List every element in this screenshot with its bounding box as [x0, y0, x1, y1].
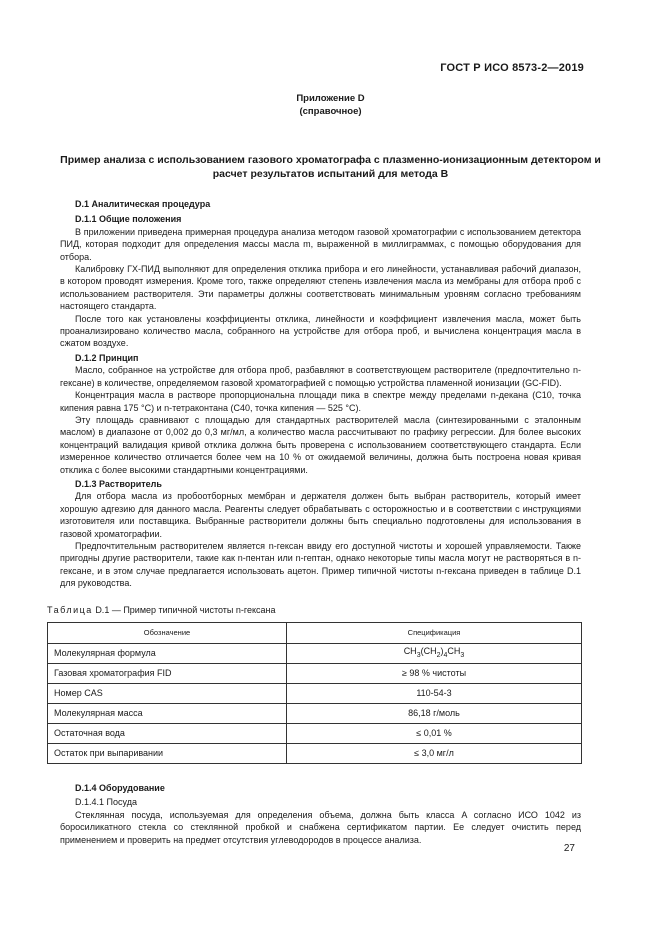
table-cell-value: ≤ 3,0 мг/л: [287, 744, 582, 764]
annex-title: Приложение D: [296, 93, 365, 104]
table-cell-value: ≤ 0,01 %: [287, 724, 582, 744]
paragraph: После того как установлены коэффициенты отклика, линейности и коэффициент извлечения масла, может быть проанализировано количество масла, собранного на устройстве для отбора проб, и вычислена концентрация масла в сжатом воздухе.: [60, 313, 581, 349]
table-cell-name: Молекулярная масса: [48, 704, 287, 724]
table-row: [48, 664, 582, 684]
table-cell-name: Номер CAS: [48, 684, 287, 704]
document-id: ГОСТ Р ИСО 8573-2—2019: [440, 62, 584, 74]
document-body: [47, 198, 581, 846]
section-d11-heading: D.1.1 Общие положения: [75, 214, 182, 225]
table-cell-name: Остаточная вода: [48, 724, 287, 744]
section-d141-heading: D.1.4.1 Посуда: [75, 797, 137, 808]
page-number: 27: [563, 843, 575, 854]
paragraph: Для отбора масла из пробоотборных мембран и держателя должен быть выбран растворитель, который имеет хорошую адгезию для данного масла. Реагенты следует обрабатывать с осторожностью и в соответствии с инструкциями изготовителя или поставщика. Выбранные растворители должны быть специально подготовлены для использования в газовой хроматографии.: [60, 491, 581, 539]
table-cell-value: 110-54-3: [287, 684, 582, 704]
paragraph: Предпочтительным растворителем является n-гексан ввиду его доступной чистоты и хорошей управляемости. Также пригодны другие растворители, такие как n-пентан или n-гептан, однако некоторые типы масла могут не растворяться в n-гексане, и в этом случае предлагается использовать ацетон. Пример типичной чистоты n-гексана приведен в таблице D.1 для руководства.: [60, 540, 581, 589]
table-row: [48, 684, 582, 704]
paragraph: Эту площадь сравнивают с площадью для стандартных растворителей масла (синтезированными с эталонным маслом) в диапазоне от 0,002 до 0,3 мг/мл, а количество масла рассчитывают по графику регрессии. Для более высоких концентраций валидация кривой отклика должна быть проверена с использованием соответствующего стандарта. Если измеренное количество отличается более чем на 10 % от ожидаемой величины, должна быть построена новая кривая отклика с более высокими стандартными концентрациями.: [60, 414, 581, 475]
paragraph: Калибровку ГХ-ПИД выполняют для определения отклика прибора и его линейности, устанавливая рабочий диапазон, в котором проводят измерения. Кроме того, также определяют степень извлечения масла из мембраны для отбора проб с использованием растворителя. Эти параметры должны соответствовать минимальным уровням согласно требованиям настоящего стандарта.: [60, 264, 581, 312]
table-row: [48, 644, 582, 664]
table-header-cell: Спецификация: [287, 623, 582, 644]
table-row: [48, 744, 582, 764]
table-caption: [47, 604, 581, 616]
table-row: [48, 704, 582, 724]
section-d14-heading: D.1.4 Оборудование: [75, 783, 165, 793]
paragraph: В приложении приведена примерная процедура анализа методом газовой хроматографии с использованием детектора ПИД, которая подходит для определения массы масла m, выраженной в миллиграммах, с помощью оборудования для отбора.: [60, 226, 581, 262]
table-cell-value: ≥ 98 % чистоты: [287, 664, 582, 684]
annex-main-title: Пример анализа с использованием газового хроматографа с плазменно-ионизационным детектором и расчет результатов испытаний для метода B: [60, 154, 601, 180]
table-cell-name: Молекулярная формула: [48, 644, 287, 664]
purity-table: [47, 622, 582, 764]
section-d12-heading: D.1.2 Принцип: [75, 352, 139, 363]
paragraph: Масло, собранное на устройстве для отбора проб, разбавляют в соответствующем растворителе (предпочтительно n-гексане) в количестве, определяемом газовой хроматографией с помощью устройства пламенной ионизации (GC-FID).: [60, 365, 581, 388]
table-cell-value: 86,18 г/моль: [287, 704, 582, 724]
annex-subtitle: (справочное): [299, 106, 362, 117]
table-cell-name: Газовая хроматография FID: [48, 664, 287, 684]
section-d13-heading: D.1.3 Растворитель: [75, 478, 162, 489]
paragraph: Стеклянная посуда, используемая для определения объема, должна быть класса A согласно ИСО 1042 из боросиликатного стекла со стеклянной пробкой и снабжена сертификатом партии. Ее следует очистить перед применением и проверить на предмет отсутствия углеводородов в процессе анализа.: [60, 809, 581, 845]
table-caption-label: Таблица: [47, 604, 93, 615]
table-cell-name: Остаток при выпаривании: [48, 744, 287, 764]
table-row: [48, 724, 582, 744]
paragraph: Концентрация масла в растворе пропорциональна площади пика в спектре между пределами n-декана (C10, точка кипения равна 175 °C) и n-тетраконтана (C40, точка кипения — 525 °C).: [60, 390, 581, 413]
table-header-row: [48, 623, 582, 644]
table-caption-text: D.1 — Пример типичной чистоты n-гексана: [95, 604, 276, 615]
annex-heading: [0, 92, 661, 118]
table-header-cell: Обозначение: [48, 623, 287, 644]
chemical-formula: $CH_3(CH_2)_4CH_3$: [403, 645, 465, 659]
section-d1-heading: D.1 Аналитическая процедура: [75, 199, 211, 209]
table-cell-value: [287, 644, 582, 664]
